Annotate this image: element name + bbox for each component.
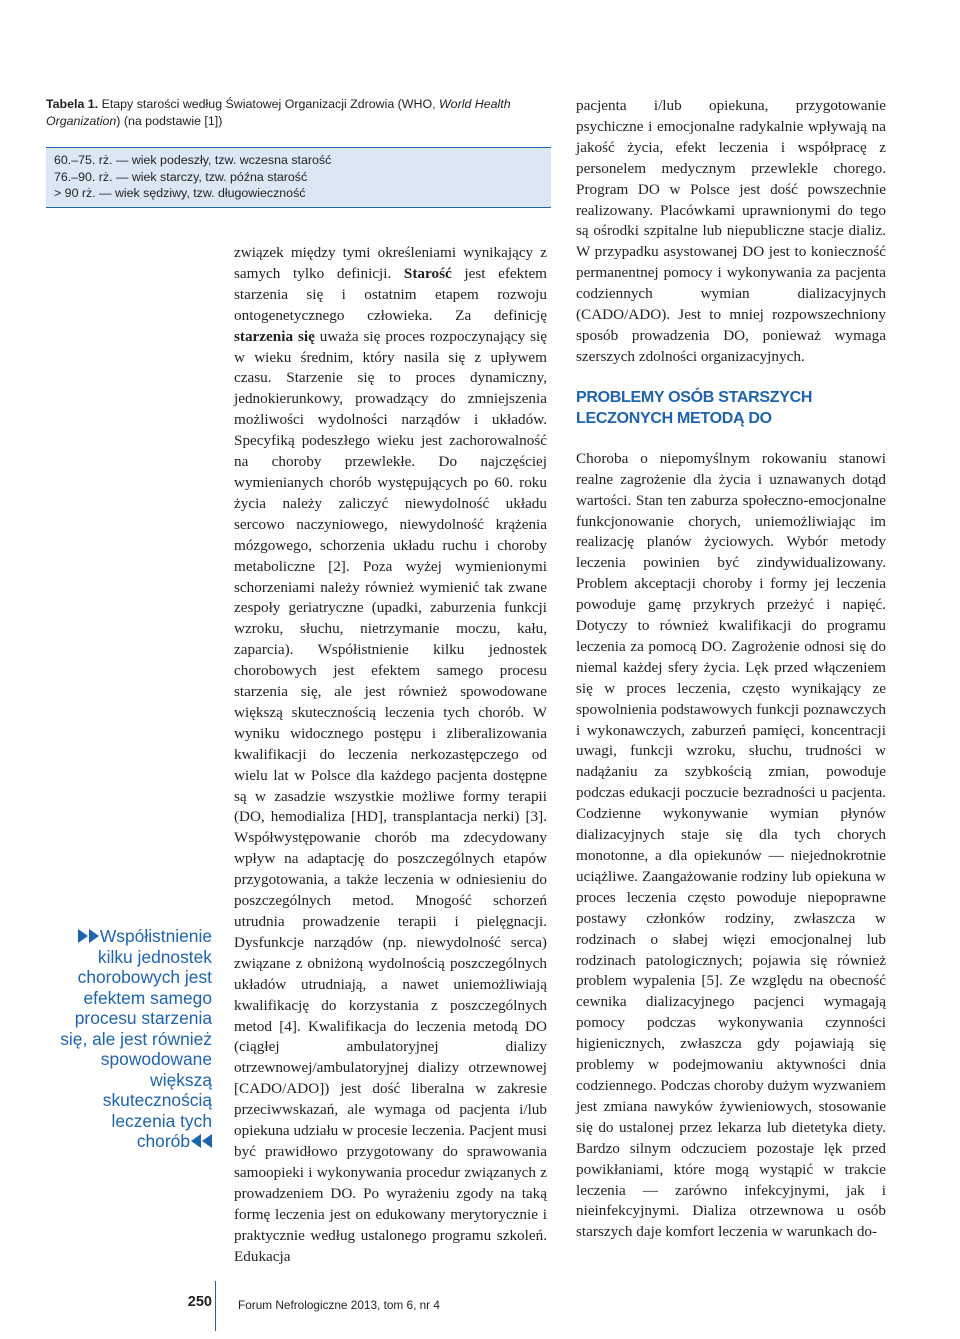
table-row-text: 60.–75. rż. — wiek podeszły, tzw. wczesna starość: [54, 153, 332, 167]
body-text: jest efektem starzenia się i ostatnim etapem rozwoju ontogenetycznego człowieka. Za definicję: [234, 264, 548, 324]
table-caption-italic: World Health Organization: [46, 97, 511, 128]
table-label: Tabela 1.: [46, 97, 99, 111]
journal-reference: Forum Nefrologiczne 2013, tom 6, nr 4: [238, 1298, 440, 1312]
section-heading: PROBLEMY OSÓB STARSZYCH LECZONYCH METODĄ DO: [576, 388, 813, 427]
term-staros: Starość: [403, 264, 452, 282]
table-row: [54, 152, 543, 169]
table-row: [54, 185, 543, 202]
table-body: [46, 147, 551, 208]
table-caption-source: ) (na podstawie [1]): [116, 114, 223, 128]
triangle-right-icon: [89, 929, 99, 943]
footer-divider: [215, 1281, 216, 1331]
table-row-text: 76.–90. rż. — wiek starczy, tzw. późna starość: [54, 169, 308, 184]
table-row-text: > 90 rż. — wiek sędziwy, tzw. długowieczność: [54, 186, 306, 200]
table-caption-text: Etapy starości według Światowej Organizacji Zdrowia (WHO,: [101, 97, 439, 111]
body-paragraph: Choroba o niepomyślnym rokowaniu stanowi realne zagrożenie dla życia i uznawanych dotąd wartości. Stan ten zaburza społeczno-emocjonalne funkcjonowanie chorych, uniemożliwiając im realizację planów życiowych. Wybór metody leczenia powinien być zindywidualizowany. Problem akceptacji choroby i formy jej leczenia powoduje gamę przykrych przeżyć i napięć. Dotyczy to również kwalifikacji do programu leczenia za pomocą DO. Zagrożenie odnosi się do niemal każdej sfery życia. Lęk przed włączeniem się w proces leczenia, często wynikający ze spowolnienia podstawowych funkcji poznawczych i wykonawczych, zaburzeń pamięci, koncentracji uwagi, funkcji wzroku, słuchu, trudności w nadążaniu za szybkością zmian, powoduje podczas edukacji poczucie bezradności u pacjenta. Codzienne wykonywanie wymian płynów dializacyjnych staje się dla tych chorych monotonne, a dla opiekunów — niejednokrotnie uciążliwe. Zaangażowanie rodziny lub opiekuna w proces leczenia często powoduje niepoprawne postawy członków rodziny, zwłaszcza w rodzinach o słabej więzi emocjonalnej lub rodzinach patologicznych; pojawia się również problem wypalenia [5]. Ze względu na obecność cewnika dializacyjnego pacjenci wymagają pomocy podczas wykonywania czynności higienicznych, zwłaszcza gdy pojawiają się problemy w podejmowaniu aktywności dnia codziennego. Podczas choroby dużym wyzwaniem jest zmiana nawyków żywieniowych, stosowanie się do ustalonej przez lekarza lub dietetyka diety. Bardzo silnym odczuciem pozostaje lęk przed powikłaniami, które mogą wystąpić w trakcie leczenia — zarówno infekcyjnymi, jak i nieinfekcyjnymi. Dializa otrzewnowa u osób starszych daje komfort leczenia w warunkach do-: [576, 449, 886, 1241]
table-1: [46, 96, 551, 208]
triangle-right-icon: [78, 929, 88, 943]
body-paragraph: [234, 243, 547, 1267]
pull-quote-text: Współistnienie kilku jednostek chorobowych jest efektem samego procesu starzenia się, ale jest również spowodowane większą skutecznością leczenia tych chorób: [60, 926, 212, 1151]
right-column: [576, 96, 886, 1243]
pull-quote: [58, 926, 212, 1152]
body-text: związek między tymi określeniami wynikający z samych tylko definicji.: [234, 244, 547, 282]
triangle-left-icon: [191, 1134, 201, 1148]
middle-column: [234, 243, 547, 1267]
table-caption: [46, 96, 551, 130]
body-paragraph: pacjenta i/lub opiekuna, przygotowanie psychiczne i emocjonalne radykalnie wpływają na jakość życia, efekt leczenia i współpracę z personelem medycznym przewlekle chorego. Program DO w Polsce jest dość powszechnie realizowany. Placówkami uprawnionymi do tego są ośrodki szpitalne lub niepubliczne stacje dializ. W przypadku asystowanej DO jest to konieczność permanentnej pomocy i wykonywania za pacjenta codziennych wymian dializacyjnych (CADO/ADO). Jest to mniej rozpowszechniony sposób prowadzenia DO, ponieważ wymaga szerszych zdolności organizacyjnych.: [576, 97, 886, 365]
table-row: [54, 169, 543, 186]
term-starzenie: starzenia się: [234, 327, 315, 345]
triangle-left-icon: [202, 1134, 212, 1148]
body-text: uważa się proces rozpoczynający się w wieku średnim, który nasila się z upływem czasu. Starzenie się to proces dynamiczny, jednokierunkowy, prowadzący do zmniejszenia możliwości wydolności narządów i układów. Specyfiką podeszłego wieku jest zachorowalność na choroby przewlekłe. Do najczęściej wymienianych chorób występujących po 60. roku życia należy zaliczyć niewydolność układu sercowo naczyniowego, niewydolność krążenia mózgowego, schorzenia układu ruchu i choroby metaboliczne [2]. Poza wyżej wymienionymi schorzeniami należy również wymienić tak zwane zespoły geriatryczne (upadki, zaburzenia funkcji wzroku, słuchu, nietrzymanie moczu, kału, zaparcia). Współistnienie kilku jednostek chorobowych jest efektem samego procesu starzenia się, ale jest również spowodowane większą skutecznością leczenia tych chorób. W wyniku widocznego postępu i zliberalizowania kwalifikacji do leczenia nerkozastępczego od wielu lat w Polsce dla każdego pacjenta dostępne są w zasadzie wszystkie możliwe formy terapii (DO, hemodializa [HD], transplantacja nerki) [3]. Współwystępowanie chorób ma zdecydowany wpływ na adaptację do poszczególnych etapów przygotowania, a także leczenia w odniesieniu do poszczególnych metod. Mnogość schorzeń utrudnia prowadzenie terapii i pielęgnacji. Dysfunkcje narządów (np. niewydolność serca) związane z obniżoną wydolnością poszczególnych układów utrudniają, a nawet uniemożliwiają kwalifikację do korzystania z poszczególnych metod [4]. Kwalifikacja do leczenia metodą DO (ciągłej ambulatoryjnej dializy otrzewnowej/ambulatoryjnej dializy otrzewnowej [CADO/ADO]) jest dość liberalna w zakresie przeciwwskazań, ale wymaga od pacjenta i/lub opiekuna udziału w procesie leczenia. Pacjent musi być prawidłowo przygotowany do sprawowania samoopieki i wykonywania procedur związanych z prowadzeniem DO. Po wyrażeniu zgody na taką formę leczenia jest on edukowany merytorycznie i praktycznie według ustalonego programu szkoleń. Edukacja: [234, 327, 547, 1265]
page-number: 250: [187, 1294, 212, 1310]
